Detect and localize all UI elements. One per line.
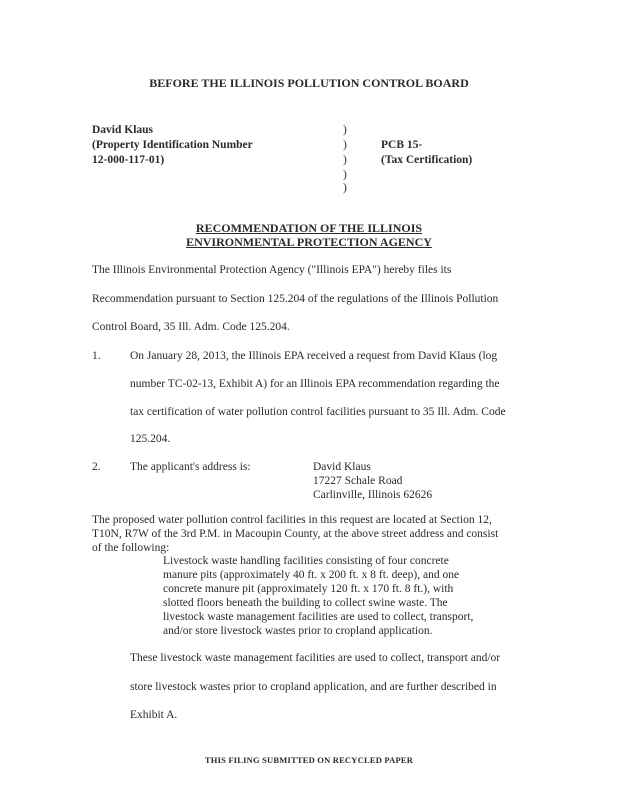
item1-line: On January 28, 2013, the Illinois EPA received a request from David Klaus (log [130, 350, 498, 362]
quote-line: concrete manure pit (approximately 120 ft. x 170 ft. 8 ft.), with [163, 583, 454, 595]
address-line: 17227 Schale Road [313, 475, 403, 487]
closing-line: Exhibit A. [130, 709, 178, 721]
facilities-line: T10N, R7W of the 3rd P.M. in Macoupin County, at the above street address and consist [92, 528, 499, 540]
intro-line: Control Board, 35 Ill. Adm. Code 125.204. [92, 321, 290, 333]
item1-line: 125.204. [130, 433, 171, 445]
case-number: PCB 15- [381, 139, 423, 151]
closing-line: These livestock waste management facilities are used to collect, transport and/or [130, 652, 501, 664]
document-title: BEFORE THE ILLINOIS POLLUTION CONTROL BOARD [149, 76, 469, 90]
caption-paren: ) [343, 124, 347, 136]
item1-number: 1. [92, 350, 101, 362]
closing-line: store livestock wastes prior to cropland application, and are further described in [130, 681, 497, 693]
quote-line: slotted floors beneath the building to collect swine waste. The [163, 597, 448, 609]
case-type: (Tax Certification) [381, 154, 473, 166]
caption-paren: ) [343, 169, 347, 181]
facilities-line: The proposed water pollution control facilities in this request are located at Section 12, [92, 514, 492, 526]
address-line: David Klaus [313, 461, 371, 473]
caption-paren: ) [343, 154, 347, 166]
facilities-line: of the following: [92, 542, 170, 554]
intro-line: Recommendation pursuant to Section 125.204 of the regulations of the Illinois Pollution [92, 293, 499, 305]
quote-line: and/or store livestock wastes prior to cropland application. [163, 625, 433, 637]
quote-line: livestock waste management facilities are used to collect, transport, [163, 611, 474, 623]
footer-note: THIS FILING SUBMITTED ON RECYCLED PAPER [204, 755, 414, 765]
property-id-label: (Property Identification Number [92, 139, 253, 151]
item1-line: number TC-02-13, Exhibit A) for an Illinois EPA recommendation regarding the [130, 378, 500, 390]
item2-number: 2. [92, 461, 101, 473]
address-line: Carlinville, Illinois 62626 [313, 489, 433, 501]
item2-label: The applicant's address is: [130, 461, 251, 473]
caption-paren: ) [343, 139, 347, 151]
quote-line: Livestock waste handling facilities consisting of four concrete [163, 555, 449, 567]
recommendation-heading-line1: RECOMMENDATION OF THE ILLINOIS [195, 221, 423, 235]
recommendation-heading-line2: ENVIRONMENTAL PROTECTION AGENCY [186, 235, 432, 249]
item1-line: tax certification of water pollution control facilities pursuant to 35 Ill. Adm. Code [130, 406, 506, 418]
quote-line: manure pits (approximately 40 ft. x 200 ft. x 8 ft. deep), and one [163, 569, 460, 581]
caption-paren: ) [343, 182, 347, 194]
property-id-number: 12-000-117-01) [92, 154, 165, 166]
intro-line: The Illinois Environmental Protection Agency ("Illinois EPA") hereby files its [92, 264, 452, 276]
party-name: David Klaus [92, 124, 154, 136]
